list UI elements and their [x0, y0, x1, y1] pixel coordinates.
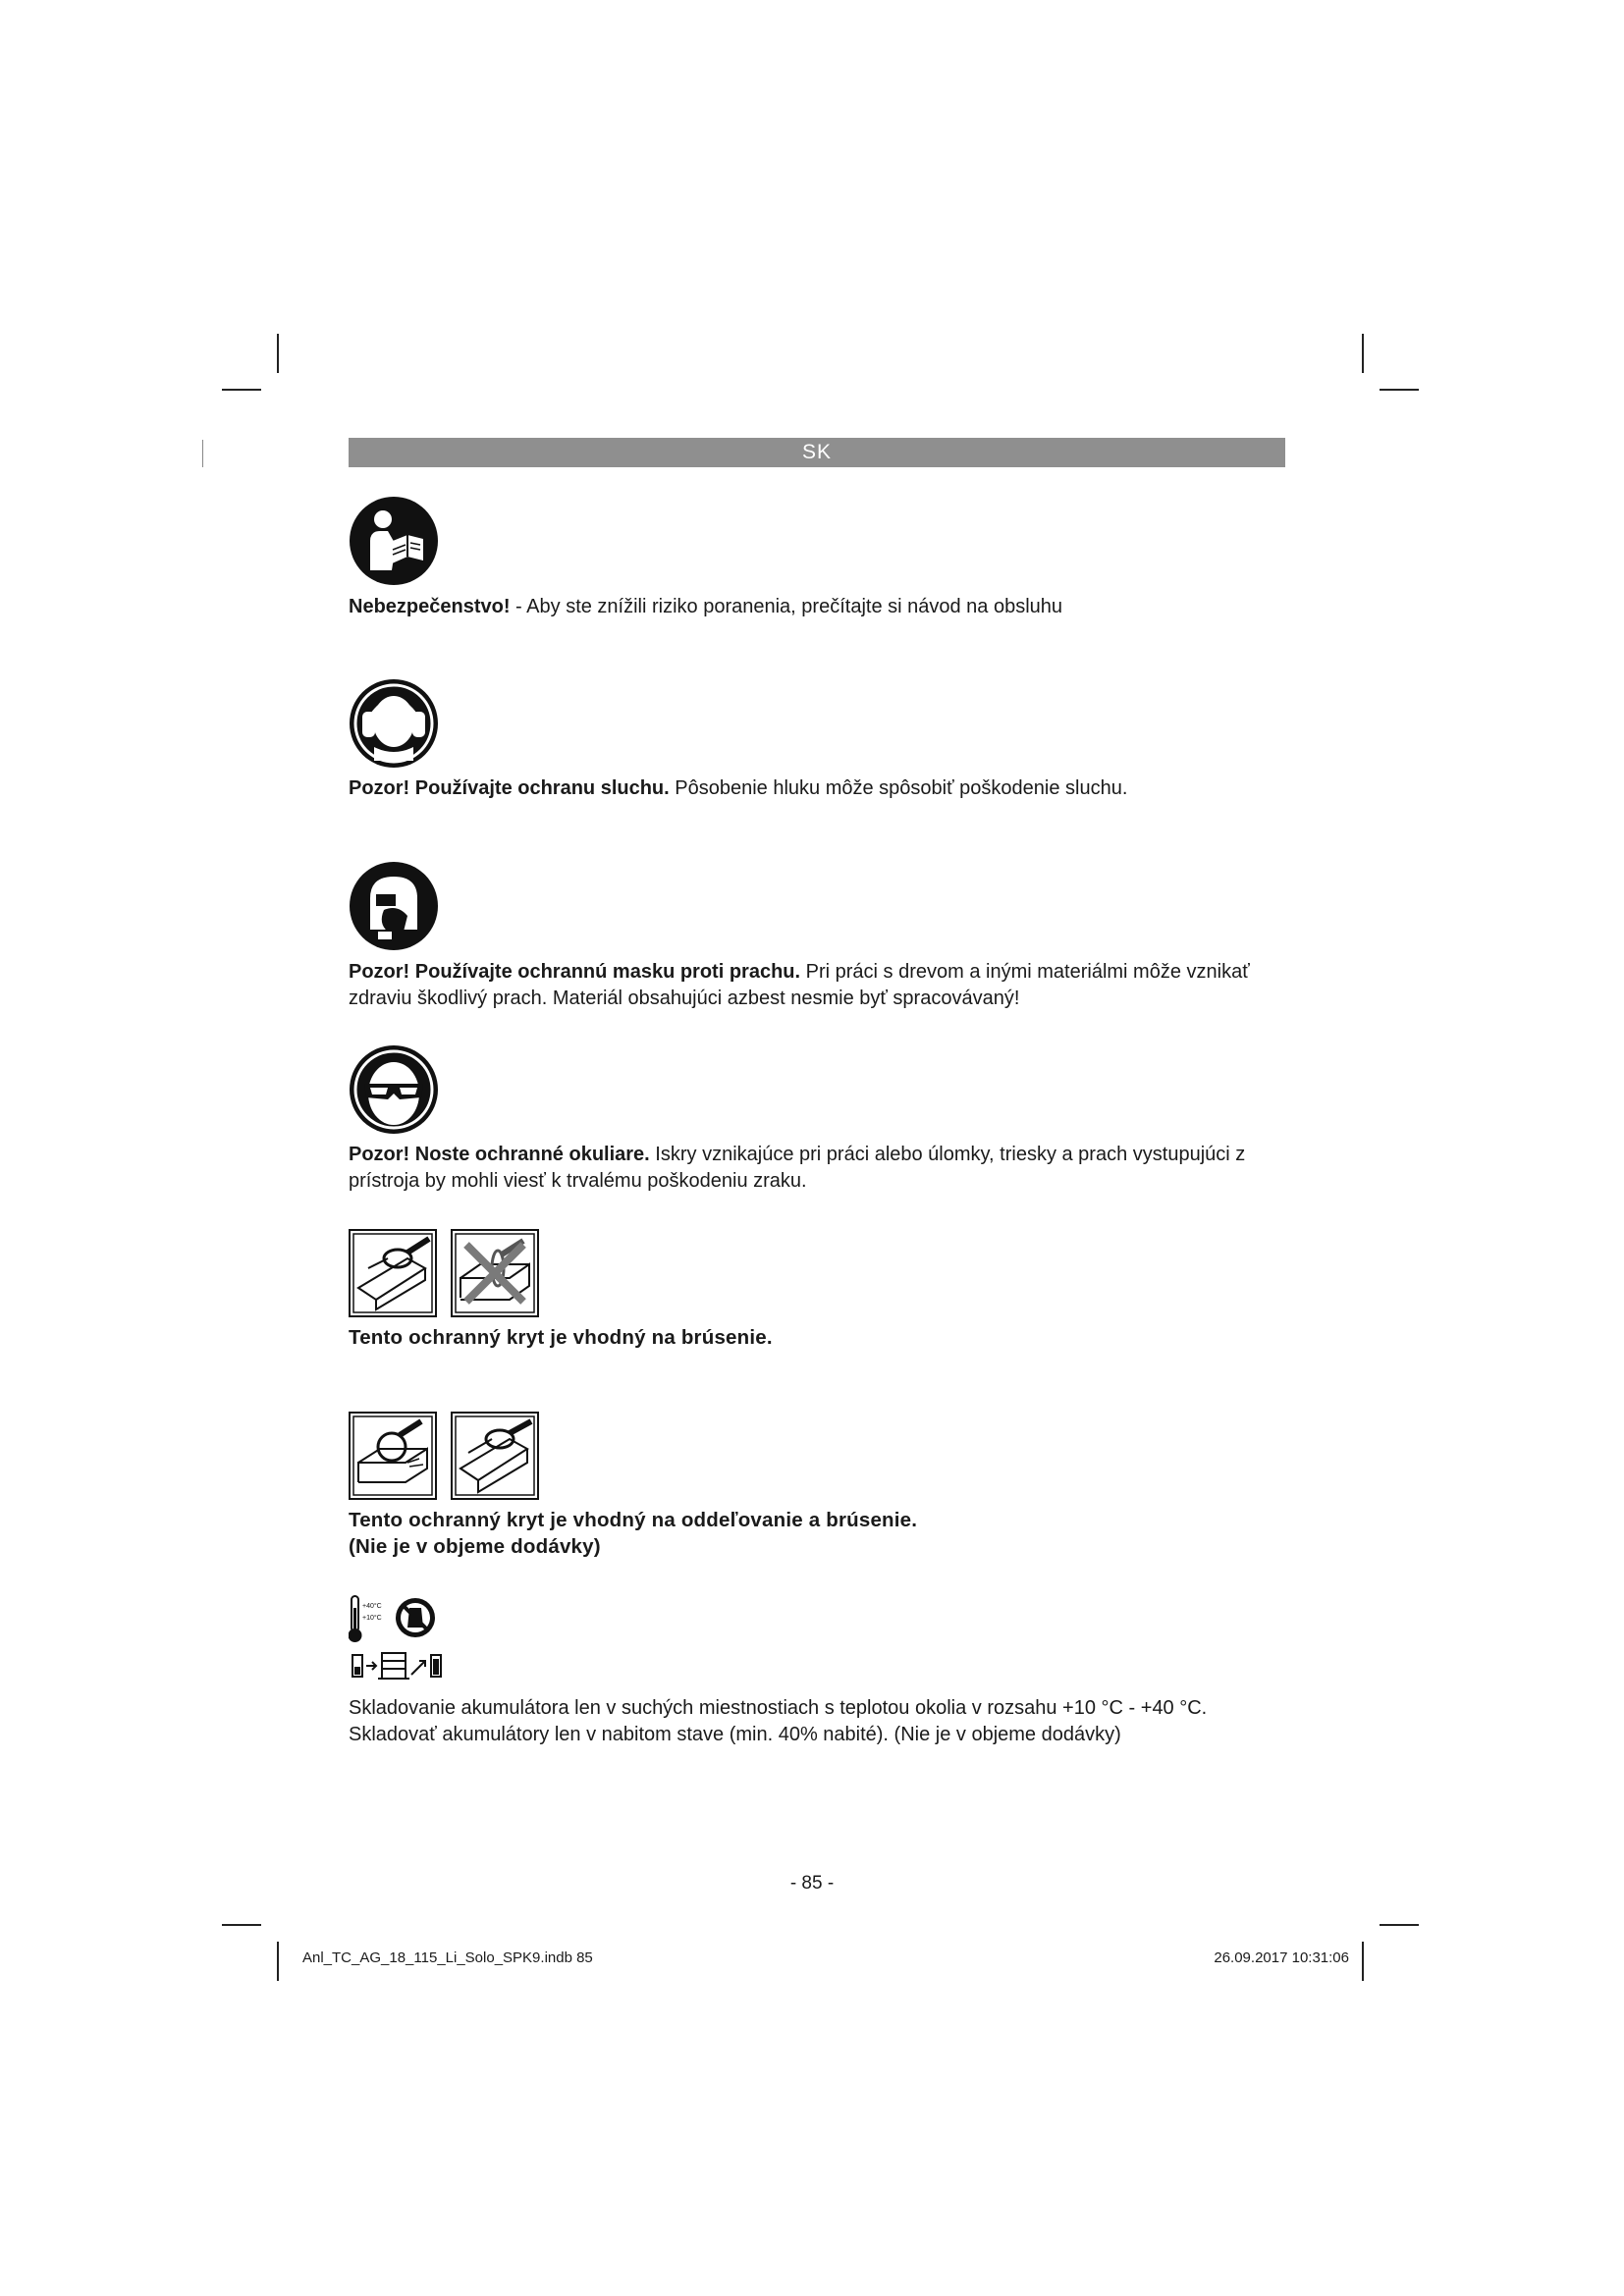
- guard-cutting-grinding: [349, 1507, 1291, 1560]
- crop-mark: [202, 440, 203, 467]
- crop-mark: [277, 1942, 279, 1981]
- warning-text: - Aby ste znížili riziko poranenia, prečítajte si návod na obsluhu: [510, 596, 1063, 617]
- crop-mark: [222, 389, 261, 391]
- warning-title: Nebezpečenstvo!: [349, 596, 511, 617]
- ear-protection-icon: [349, 678, 439, 769]
- warning-title: Pozor! Používajte ochranu sluchu.: [349, 777, 670, 799]
- warning-ear-protection: [349, 775, 1291, 802]
- crop-mark: [1380, 1924, 1419, 1926]
- warning-text: Pri práci s drevom a inými materiálmi môže vznikať zdraviu škodlivý prach. Materiál obsahujúci azbest nesmie byť spracovávaný!: [349, 961, 1250, 1009]
- crop-mark: [1362, 1942, 1364, 1981]
- temp-low-label: +10°C: [362, 1615, 382, 1622]
- storage-line-1: Skladovanie akumulátora len v suchých miestnostiach s teplotou okolia v rozsahu +10 °C - +40 °C.: [349, 1697, 1208, 1719]
- guard-grinding: [349, 1324, 1291, 1351]
- crop-mark: [1380, 389, 1419, 391]
- battery-temperature-icon: [349, 1594, 439, 1645]
- guard-not-included-text: (Nie je v objeme dodávky): [349, 1535, 601, 1558]
- language-header: SK: [349, 438, 1285, 467]
- warning-read-manual: [349, 594, 1291, 620]
- storage-notice: [349, 1695, 1291, 1748]
- read-manual-icon: [349, 496, 439, 586]
- crop-mark: [277, 334, 279, 373]
- warning-text: Pôsobenie hluku môže spôsobiť poškodenie sluchu.: [669, 777, 1128, 799]
- warning-text: Iskry vznikajúce pri práci alebo úlomky, triesky a prach vystupujúci z prístroja by mohli viesť k trvalému poškodeniu zraku.: [349, 1144, 1246, 1192]
- storage-line-2: Skladovať akumulátory len v nabitom stave (min. 40% nabité). (Nie je v objeme dodávky): [349, 1724, 1121, 1745]
- cutting-pictogram-icon: [349, 1412, 437, 1500]
- crop-mark: [222, 1924, 261, 1926]
- temp-high-label: +40°C: [362, 1603, 382, 1610]
- footer-datetime: 26.09.2017 10:31:06: [1214, 1949, 1349, 1966]
- warning-title: Pozor! Noste ochranné okuliare.: [349, 1144, 650, 1165]
- safety-goggles-icon: [349, 1044, 439, 1135]
- warning-dust-mask: [349, 959, 1291, 1012]
- footer-filename: Anl_TC_AG_18_115_Li_Solo_SPK9.indb 85: [302, 1949, 593, 1966]
- guard-cutting-text: Tento ochranný kryt je vhodný na oddeľovanie a brúsenie.: [349, 1509, 918, 1531]
- battery-charge-icon: [349, 1649, 447, 1682]
- cutting-prohibited-icon: [451, 1229, 539, 1317]
- dust-mask-icon: [349, 861, 439, 951]
- grinding-pictogram-icon: [349, 1229, 437, 1317]
- warning-goggles: [349, 1142, 1291, 1195]
- guard-grinding-text: Tento ochranný kryt je vhodný na brúsenie.: [349, 1326, 773, 1349]
- warning-title: Pozor! Používajte ochrannú masku proti prachu.: [349, 961, 801, 983]
- page-number: - 85 -: [789, 1873, 835, 1894]
- crop-mark: [1362, 334, 1364, 373]
- grinding-pictogram-2-icon: [451, 1412, 539, 1500]
